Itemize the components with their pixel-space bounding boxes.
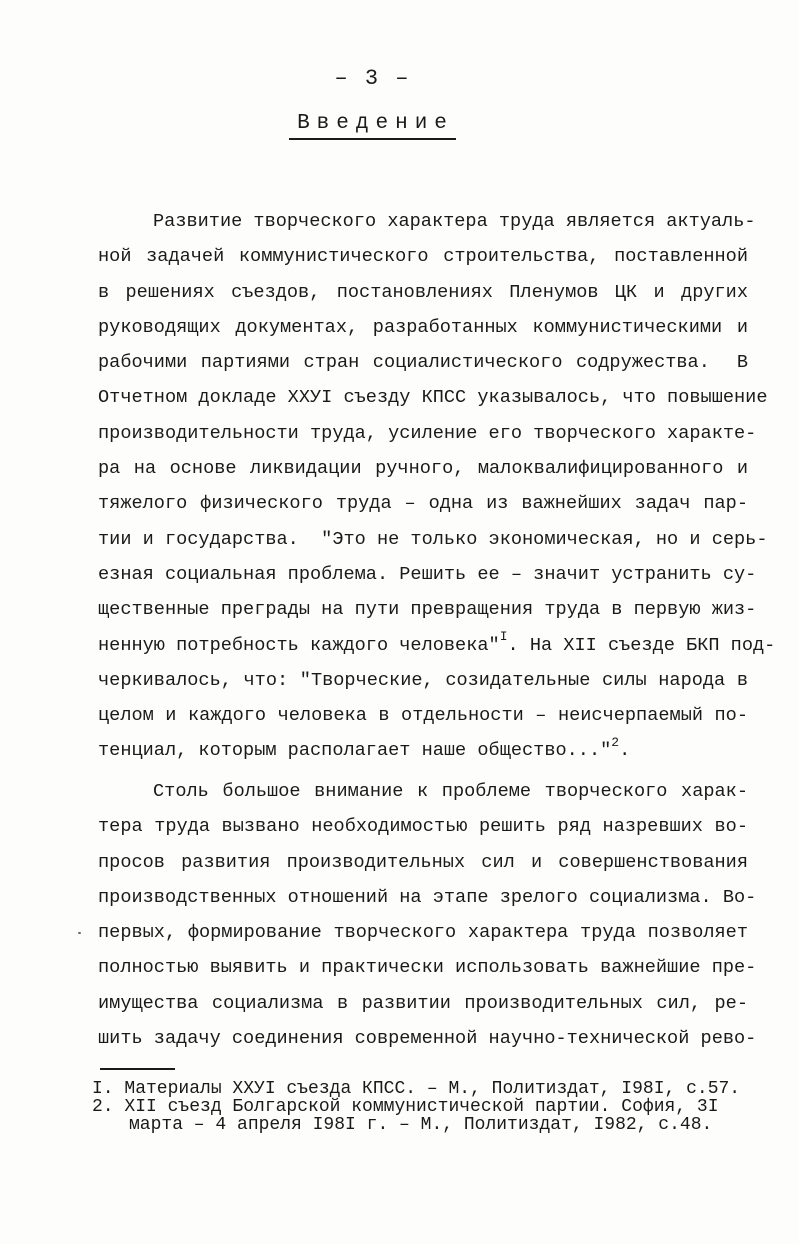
- text-segment: ненную потребность каждого человека": [98, 634, 500, 656]
- footnote-divider: [100, 1068, 175, 1070]
- footnote-2-continuation: марта – 4 апреля I98I г. – М., Политиздат, I982, с.48.: [129, 1115, 713, 1135]
- paragraph-1: [98, 204, 776, 769]
- text-line: ра на основе ликвидации ручного, малоквалифицированного и: [98, 458, 748, 480]
- text-line: производственных отношений на этапе зрелого социализма. Во-: [98, 886, 757, 908]
- section-heading-wrapper: [0, 112, 745, 140]
- text-line: тера труда вызвано необходимостью решить ряд назревших во-: [98, 816, 748, 838]
- text-line: целом и каждого человека в отдельности – неисчерпаемый по-: [98, 705, 748, 727]
- text-line: тяжелого физического труда – одна из важнейших задач пар-: [98, 493, 748, 515]
- text-segment: . На ХII съезде БКП под-: [507, 634, 776, 656]
- footnote-ref-2: 2: [611, 735, 620, 751]
- page-number: – 3 –: [334, 66, 411, 91]
- text-line: производительности труда, усиление его творческого характе-: [98, 422, 757, 444]
- text-line: в решениях съездов, постановлениях Пленумов ЦК и других: [98, 281, 748, 303]
- text-line: просов развития производительных сил и совершенствования: [98, 851, 748, 873]
- paragraph-2: [98, 774, 757, 1056]
- text-line: руководящих документах, разработанных коммунистическими и: [98, 316, 748, 338]
- text-line: шить задачу соединения современной научно-технической рево-: [98, 1028, 757, 1050]
- footnote-1: I. Материалы ХХУI съезда КПСС. – М., Политиздат, I98I, с.57.: [92, 1079, 741, 1099]
- text-line: рабочими партиями стран социалистического содружества. В: [98, 352, 748, 374]
- text-line: Столь большое внимание к проблеме творческого харак-: [153, 781, 748, 802]
- text-line: тии и государства. "Это не только экономическая, но и серь-: [98, 528, 768, 550]
- text-line: щественные преграды на пути превращения труда в первую жиз-: [98, 599, 757, 621]
- text-segment: .: [619, 740, 631, 762]
- text-line: полностью выявить и практически использовать важнейшие пре-: [98, 957, 757, 979]
- text-segment: тенциал, которым располагает наше общество...": [98, 740, 612, 762]
- footnotes: [92, 1080, 757, 1134]
- text-line: черкивалось, что: "Творческие, созидательные силы народа в: [98, 669, 748, 691]
- footnote-ref-1: I: [499, 629, 508, 645]
- paper-speck: [78, 932, 81, 934]
- section-heading: Введение: [289, 112, 456, 140]
- footnote-2: 2. ХII съезд Болгарской коммунистической партии. София, 3I: [92, 1097, 719, 1117]
- text-line: имущества социализма в развитии производительных сил, ре-: [98, 992, 748, 1014]
- text-line: Развитие творческого характера труда является актуаль-: [153, 211, 756, 232]
- text-line: [98, 628, 776, 663]
- text-line: [98, 733, 748, 768]
- text-line: ной задачей коммунистического строительства, поставленной: [98, 246, 748, 268]
- text-line: первых, формирование творческого характера труда позволяет: [98, 922, 748, 944]
- text-line: Отчетном докладе ХХУI съезду КПСС указывалось, что повышение: [98, 387, 768, 409]
- text-line: езная социальная проблема. Решить ее – значит устранить су-: [98, 563, 757, 585]
